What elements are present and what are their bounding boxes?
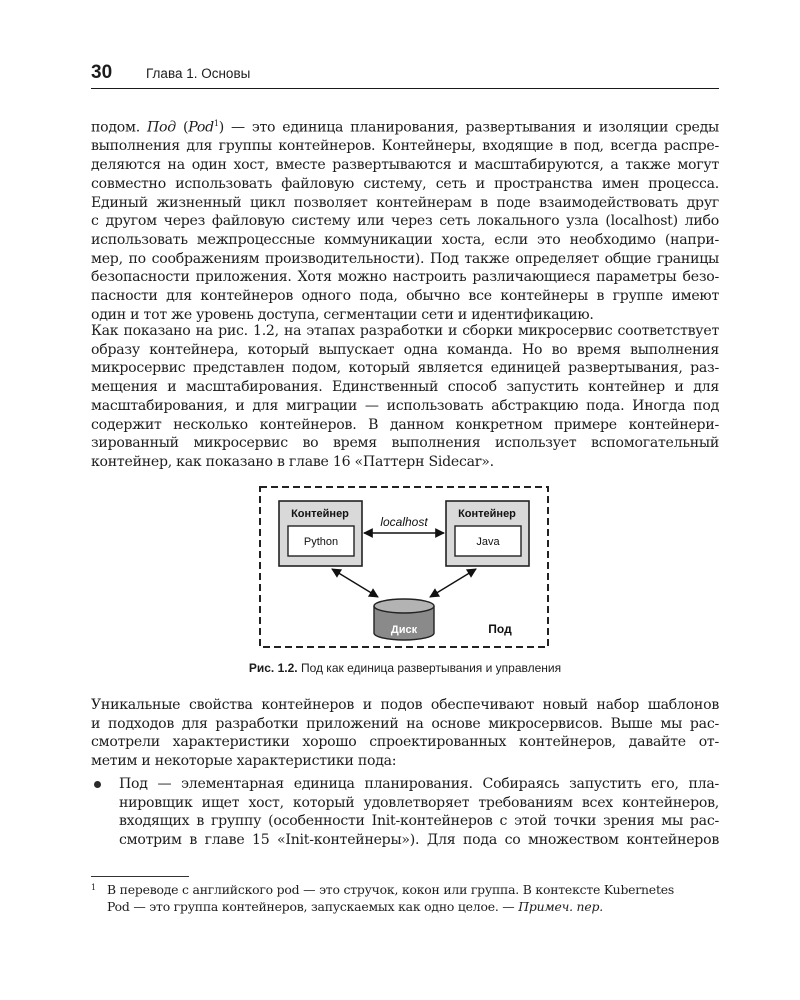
paragraph-line: Под — элементарная единица планирования. Собираясь запустить его, пла-: [119, 776, 719, 792]
paragraph-line: микросервис представлен подом, который является единицей развертывания, раз-: [91, 360, 719, 377]
paragraph-line: смотрели характеристики хорошо спроектированных контейнеров, давайте от-: [91, 734, 719, 751]
left-disk-arrow: [332, 569, 378, 597]
footnote-text: Pod — это группа контейнеров, запускаемых как одно целое. —: [107, 898, 519, 914]
right-disk-arrow: [430, 569, 476, 597]
paragraph-pod-properties: [91, 696, 719, 771]
footnote-reference[interactable]: 1: [213, 119, 219, 128]
footnote-note: Примеч. пер.: [518, 898, 603, 914]
footnote-line: В переводе с английского pod — это стручок, кокон или группа. В контексте Kubernetes: [107, 882, 675, 897]
figure-pod-diagram: [258, 485, 550, 650]
text-run: подом.: [91, 119, 147, 136]
paragraph-line: Как показано на рис. 1.2, на этапах разработки и сборки микросервис соответствует: [91, 323, 719, 339]
term-pod: Под: [147, 119, 176, 136]
pod-label: Под: [488, 622, 512, 636]
paragraph-line: деляются на один хост, вместе развертываются и масштабируются, а также могут: [91, 157, 719, 174]
running-header: [91, 60, 719, 89]
container-left-title: Контейнер: [291, 508, 349, 520]
paragraph-line: входящих в группу (особенности Init-контейнеров с этой точки зрения мы рас-: [119, 813, 719, 830]
paragraph-line: контейнер, как показано в главе 16 «Паттерн Sidecar».: [91, 453, 494, 470]
container-right-title: Контейнер: [458, 508, 516, 520]
paragraph-line: [91, 115, 719, 137]
paragraph-line: совместно использовать файловую систему, сеть и пространства имен процесса.: [91, 175, 719, 192]
footnote-divider: [91, 876, 189, 877]
paragraph-line: метим и некоторые характеристики пода:: [91, 753, 397, 770]
pod-properties-list: [91, 775, 719, 850]
paragraph-line: образу контейнера, который выпускает одна команда. Но во время выполнения: [91, 341, 719, 358]
paragraph-line: содержит несколько контейнеров. В данном конкретном примере контейнери-: [91, 416, 719, 433]
python-label: Python: [303, 536, 339, 548]
chapter-title: Глава 1. Основы: [146, 66, 251, 81]
caption-label: Рис. 1.2.: [248, 661, 298, 675]
text-run: (: [175, 119, 189, 136]
paragraph-line: с другом через файловую систему или через сеть локального узла (localhost) либо: [91, 213, 719, 230]
footnote-mark: 1: [91, 883, 96, 892]
paragraph-line: выполнения для группы контейнеров. Контейнеры, входящие в под, всегда распре-: [91, 138, 719, 155]
java-label: Java: [476, 536, 500, 548]
figure-caption: [91, 660, 719, 676]
bullet-icon: [94, 781, 101, 788]
pod-diagram: [258, 485, 550, 650]
paragraph-line: нировщик ищет хост, который удовлетворяет требованиям всех контейнеров,: [119, 794, 719, 811]
paragraph-line: масштабирования, и для миграции — использовать абстракцию пода. Иногда под: [91, 397, 719, 414]
paragraph-line: использовать межпроцессные коммуникации хоста, если это необходимо (напри-: [91, 231, 719, 248]
paragraph-line: и подходов для разработки приложений на основе микросервисов. Выше мы рас-: [91, 715, 719, 732]
paragraph-line: мещения и масштабирования. Единственный способ запустить контейнер и для: [91, 379, 719, 396]
footnote-line: [107, 899, 719, 916]
term-pod-en: Pod: [188, 119, 214, 136]
text-run: ) — это единица планирования, развертывания и изоляции среды: [218, 119, 720, 136]
paragraph-line: Единый жизненный цикл позволяет контейнерам в поде взаимодействовать друг: [91, 194, 719, 211]
paragraph-line: Уникальные свойства контейнеров и подов обеспечивают новый набор шаблонов: [91, 697, 719, 713]
paragraph-line: мер, по соображениям производительности). Под также определяет общие границы: [91, 250, 719, 267]
paragraph-line: зированный микросервис во время выполнения использует вспомогательный: [91, 435, 719, 452]
page-number: 30: [91, 62, 113, 83]
disk-label: Диск: [390, 624, 418, 636]
caption-text: Под как единица развертывания и управления: [300, 661, 562, 675]
paragraph-line: один и тот же уровень доступа, сегментации сети и идентификацию.: [91, 306, 594, 323]
paragraph-line: безопасности приложения. Хотя можно настроить различающиеся параметры безо-: [91, 269, 719, 286]
paragraph-microservice: [91, 322, 719, 472]
paragraph-pod-definition: [91, 115, 719, 324]
footnote: [91, 882, 719, 916]
localhost-label: localhost: [380, 515, 428, 529]
list-item: [91, 775, 719, 850]
paragraph-line: пасности для контейнеров одного пода, обычно все контейнеры в группе имеют: [91, 288, 719, 305]
paragraph-line: смотрим в главе 15 «Init-контейнеры»). Для пода со множеством контейнеров: [119, 832, 719, 849]
